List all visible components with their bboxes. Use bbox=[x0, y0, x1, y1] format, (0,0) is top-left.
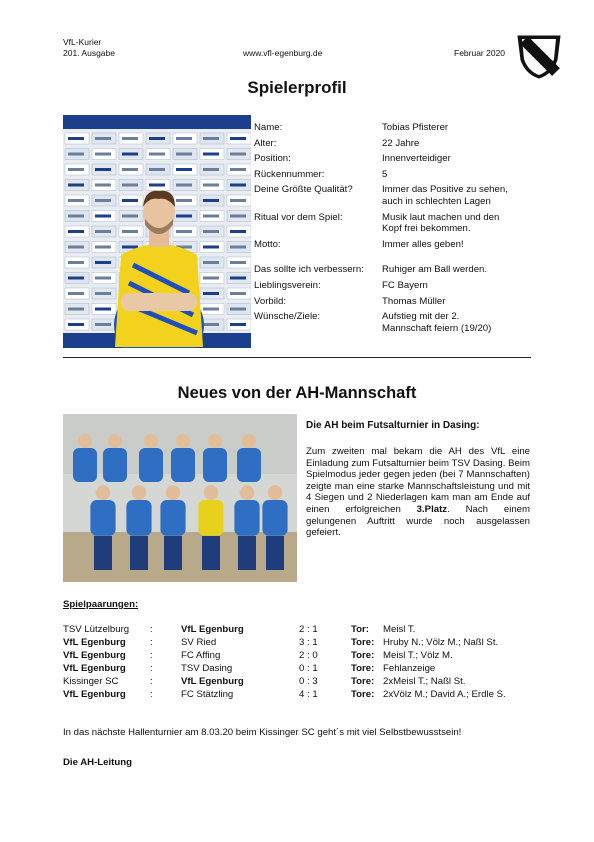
article-highlight: 3.Platz bbox=[416, 503, 448, 515]
sponsor-logo-mark bbox=[122, 184, 138, 187]
sponsor-logo-mark bbox=[68, 261, 84, 264]
sponsor-logo-mark bbox=[203, 246, 219, 249]
match-score: 0 : 1 bbox=[299, 663, 318, 674]
sponsor-logo-mark bbox=[230, 277, 246, 280]
sponsor-logo-mark bbox=[176, 153, 192, 156]
sponsor-logo-mark bbox=[203, 292, 219, 295]
team-player-figure bbox=[171, 448, 195, 482]
profile-label: Das sollte ich verbessern: bbox=[254, 264, 364, 276]
sponsor-logo-mark bbox=[122, 215, 138, 218]
website-link[interactable]: www.vfl-egenburg.de bbox=[243, 48, 323, 58]
match-separator: : bbox=[150, 689, 153, 700]
sponsor-logo-mark bbox=[230, 292, 246, 295]
issue-number: 201. Ausgabe bbox=[63, 48, 115, 58]
team-player-figure bbox=[73, 448, 97, 482]
sponsor-logo-mark bbox=[95, 308, 111, 311]
ah-article bbox=[306, 446, 530, 539]
match-score: 4 : 1 bbox=[299, 689, 318, 700]
profile-value: Aufstieg mit der 2. Mannschaft feiern (19/20) bbox=[382, 311, 492, 334]
profile-value: Immer alles geben! bbox=[382, 238, 464, 250]
sponsor-logo-mark bbox=[203, 215, 219, 218]
sponsor-logo-mark bbox=[95, 153, 111, 156]
match-separator: : bbox=[150, 676, 153, 687]
sponsor-logo-mark bbox=[95, 199, 111, 202]
match-goals-label: Tore: bbox=[351, 663, 375, 674]
sponsor-logo-mark bbox=[68, 199, 84, 202]
sponsor-logo-mark bbox=[95, 230, 111, 233]
sponsor-logo-mark bbox=[122, 137, 138, 140]
team-player-figure bbox=[139, 448, 163, 482]
sponsor-logo-mark bbox=[230, 246, 246, 249]
team-player-head bbox=[208, 434, 222, 448]
sponsor-logo-mark bbox=[230, 323, 246, 326]
profile-row bbox=[254, 184, 544, 207]
team-player-figure bbox=[237, 448, 261, 482]
sponsor-logo-mark bbox=[68, 323, 84, 326]
team-player-head bbox=[166, 485, 181, 500]
club-logo-icon bbox=[514, 30, 564, 80]
sponsor-logo-mark bbox=[203, 168, 219, 171]
sponsor-logo-mark bbox=[68, 292, 84, 295]
match-score: 2 : 1 bbox=[299, 624, 318, 635]
sponsor-logo-mark bbox=[176, 184, 192, 187]
sponsor-logo-mark bbox=[149, 168, 165, 171]
team-player-head bbox=[78, 434, 92, 448]
sponsor-logo-mark bbox=[68, 230, 84, 233]
sponsor-logo-mark bbox=[203, 199, 219, 202]
match-goals-label: Tore: bbox=[351, 637, 375, 648]
sponsor-logo-mark bbox=[149, 137, 165, 140]
sponsor-logo-mark bbox=[203, 137, 219, 140]
team-player-legs bbox=[164, 536, 182, 570]
sponsor-logo-mark bbox=[230, 215, 246, 218]
sponsor-logo-mark bbox=[230, 153, 246, 156]
team-player-head bbox=[240, 485, 255, 500]
match-score: 3 : 1 bbox=[299, 637, 318, 648]
article-text-start: Zum zweiten mal bekam die AH des VfL eine Einladung zum Futsalturnier beim TSV Dasing. Beim Spielmodus jeder gegen jeden (bei 7 Mannschaften) zeigte man eine starke Mannschaftsleistung und mit 4 Siegen und 2 Niederlagen kam man am Ende auf einen erfolgreichen bbox=[306, 446, 530, 515]
team-photo bbox=[63, 414, 297, 582]
match-home-team: VfL Egenburg bbox=[63, 637, 126, 648]
team-player-figure bbox=[198, 500, 223, 536]
sponsor-logo-mark bbox=[176, 168, 192, 171]
match-goals-label: Tor: bbox=[351, 624, 369, 635]
profile-row bbox=[254, 169, 544, 181]
team-player-legs bbox=[94, 536, 112, 570]
sponsor-logo-mark bbox=[230, 261, 246, 264]
sponsor-logo-mark bbox=[203, 184, 219, 187]
profile-row bbox=[254, 296, 544, 308]
team-player-figure bbox=[126, 500, 151, 536]
profile-value: Thomas Müller bbox=[382, 295, 446, 307]
sponsor-logo-mark bbox=[95, 292, 111, 295]
match-away-team: FC Affing bbox=[181, 650, 221, 661]
match-scorers: Meisl T.; Völz M. bbox=[383, 650, 453, 661]
team-player-figure bbox=[234, 500, 259, 536]
sponsor-logo-mark bbox=[68, 153, 84, 156]
team-player-head bbox=[242, 434, 256, 448]
sponsor-logo-mark bbox=[95, 168, 111, 171]
sponsor-logo-mark bbox=[203, 308, 219, 311]
match-separator: : bbox=[150, 650, 153, 661]
sponsor-logo-mark bbox=[203, 323, 219, 326]
team-player-head bbox=[176, 434, 190, 448]
match-scorers: 2xMeisl T.; Naßl St. bbox=[383, 676, 466, 687]
matches-title: Spielpaarungen: bbox=[63, 599, 139, 610]
section-divider bbox=[63, 357, 531, 358]
team-player-figure bbox=[262, 500, 287, 536]
sponsor-logo-mark bbox=[95, 184, 111, 187]
sponsor-logo-mark bbox=[203, 230, 219, 233]
sponsor-logo-mark bbox=[122, 199, 138, 202]
profile-value: Tobias Pfisterer bbox=[382, 122, 449, 133]
team-player-legs bbox=[202, 536, 220, 570]
sponsor-logo-mark bbox=[203, 277, 219, 280]
svg-text:f: f bbox=[536, 50, 538, 56]
profile-label: Rückennummer: bbox=[254, 168, 325, 180]
profile-table bbox=[254, 122, 544, 338]
match-home-team: VfL Egenburg bbox=[63, 650, 126, 661]
svg-text:V: V bbox=[528, 44, 535, 54]
profile-label: Alter: bbox=[254, 137, 277, 149]
sponsor-logo-mark bbox=[176, 215, 192, 218]
sponsor-logo-mark bbox=[122, 153, 138, 156]
sponsor-logo-mark bbox=[68, 184, 84, 187]
profile-row bbox=[254, 138, 544, 150]
sponsor-logo-mark bbox=[68, 168, 84, 171]
match-away-team: TSV Dasing bbox=[181, 663, 233, 674]
profile-value: FC Bayern bbox=[382, 279, 428, 291]
profile-row bbox=[254, 280, 544, 292]
sponsor-logo-mark bbox=[149, 184, 165, 187]
sponsor-logo-mark bbox=[149, 153, 165, 156]
sponsor-logo-mark bbox=[95, 277, 111, 280]
sponsor-logo-mark bbox=[230, 168, 246, 171]
team-player-figure bbox=[160, 500, 185, 536]
profile-title: Spielerprofil bbox=[247, 78, 347, 97]
match-scorers: Fehlanzeige bbox=[383, 663, 436, 674]
team-player-legs bbox=[266, 536, 284, 570]
profile-label: Lieblingsverein: bbox=[254, 279, 321, 291]
ah-subheadline: Die AH beim Futsalturnier in Dasing: bbox=[306, 420, 480, 431]
ah-section-title: Neues von der AH-Mannschaft bbox=[177, 384, 417, 402]
profile-value: Musik laut machen und den Kopf frei bekommen. bbox=[382, 211, 500, 235]
sponsor-logo-mark bbox=[122, 230, 138, 233]
profile-value: 22 Jahre bbox=[382, 137, 420, 149]
sponsor-logo-mark bbox=[230, 199, 246, 202]
sponsor-logo-mark bbox=[203, 261, 219, 264]
sponsor-logo-mark bbox=[176, 199, 192, 202]
sponsor-logo-mark bbox=[122, 168, 138, 171]
profile-label: Position: bbox=[254, 153, 291, 165]
profile-row bbox=[254, 212, 544, 235]
profile-value: Immer das Positive zu sehen, auch in schlechten Lagen bbox=[382, 184, 508, 207]
team-player-head bbox=[268, 485, 283, 500]
sponsor-logo-mark bbox=[68, 277, 84, 280]
profile-label: Vorbild: bbox=[254, 295, 286, 307]
sponsor-logo-mark bbox=[95, 246, 111, 249]
match-goals-label: Tore: bbox=[351, 650, 375, 661]
sponsor-logo-mark bbox=[95, 261, 111, 264]
profile-row bbox=[254, 122, 544, 134]
match-away-team: VfL Egenburg bbox=[181, 676, 244, 687]
profile-row bbox=[254, 153, 544, 165]
sponsor-logo-mark bbox=[176, 230, 192, 233]
match-separator: : bbox=[150, 624, 153, 635]
match-away-team: SV Ried bbox=[181, 637, 217, 648]
match-scorers: Hruby N.; Völz M.; Naßl St. bbox=[383, 637, 499, 648]
sponsor-logo-mark bbox=[68, 215, 84, 218]
profile-row bbox=[254, 239, 544, 251]
sponsor-logo-mark bbox=[176, 137, 192, 140]
match-separator: : bbox=[150, 637, 153, 648]
profile-label: Ritual vor dem Spiel: bbox=[254, 211, 343, 223]
profile-value: 5 bbox=[382, 168, 388, 180]
match-score: 0 : 3 bbox=[299, 676, 318, 687]
profile-label: Name: bbox=[254, 122, 283, 133]
next-tournament-note: In das nächste Hallenturnier am 8.03.20 beim Kissinger SC geht´s mit viel Selbstbewusstsein! bbox=[63, 727, 462, 738]
profile-row bbox=[254, 311, 544, 334]
profile-value: Ruhiger am Ball werden. bbox=[382, 264, 488, 276]
team-player-head bbox=[144, 434, 158, 448]
article-text-end: . Nach einem gelungenen Auftritt wurde noch ausgelassen gefeiert. bbox=[306, 503, 530, 539]
match-home-team: VfL Egenburg bbox=[63, 689, 126, 700]
sponsor-logo-mark bbox=[68, 246, 84, 249]
match-goals-label: Tore: bbox=[351, 676, 375, 687]
profile-label: Wünsche/Ziele: bbox=[254, 311, 321, 323]
match-separator: : bbox=[150, 663, 153, 674]
profile-label: Motto: bbox=[254, 238, 281, 250]
sponsor-logo-mark bbox=[122, 246, 138, 249]
team-player-figure bbox=[103, 448, 127, 482]
match-scorers: Meisl T. bbox=[383, 624, 416, 635]
match-away-team: FC Stätzling bbox=[181, 689, 234, 700]
publication-name: VfL-Kurier bbox=[63, 37, 102, 47]
svg-text:L: L bbox=[540, 50, 547, 60]
sponsor-logo-mark bbox=[230, 230, 246, 233]
profile-value: Innenverteidiger bbox=[382, 153, 451, 165]
team-player-legs bbox=[130, 536, 148, 570]
sponsor-logo-mark bbox=[230, 308, 246, 311]
team-player-head bbox=[132, 485, 147, 500]
issue-date: Februar 2020 bbox=[454, 48, 506, 58]
match-away-team: VfL Egenburg bbox=[181, 624, 244, 635]
team-player-legs bbox=[238, 536, 256, 570]
signature: Die AH-Leitung bbox=[63, 757, 132, 768]
sponsor-logo-mark bbox=[230, 137, 246, 140]
profile-row bbox=[254, 264, 544, 276]
sponsor-logo-mark bbox=[95, 323, 111, 326]
sponsor-logo-mark bbox=[68, 137, 84, 140]
match-scorers: 2xVölz M.; David A.; Erdle S. bbox=[383, 689, 506, 700]
sponsor-logo-mark bbox=[203, 153, 219, 156]
match-score: 2 : 0 bbox=[299, 650, 318, 661]
player-photo bbox=[63, 115, 251, 348]
team-player-head bbox=[108, 434, 122, 448]
match-home-team: VfL Egenburg bbox=[63, 663, 126, 674]
match-home-team: TSV Lützelburg bbox=[63, 624, 130, 635]
team-player-head bbox=[204, 485, 219, 500]
match-goals-label: Tore: bbox=[351, 689, 375, 700]
sponsor-logo-mark bbox=[95, 137, 111, 140]
match-home-team: Kissinger SC bbox=[63, 676, 119, 687]
profile-label: Deine Größte Qualität? bbox=[254, 184, 353, 196]
sponsor-logo-mark bbox=[68, 308, 84, 311]
team-player-figure bbox=[90, 500, 115, 536]
sponsor-logo-mark bbox=[95, 215, 111, 218]
team-player-head bbox=[96, 485, 111, 500]
team-player-figure bbox=[203, 448, 227, 482]
sponsor-logo-mark bbox=[230, 184, 246, 187]
